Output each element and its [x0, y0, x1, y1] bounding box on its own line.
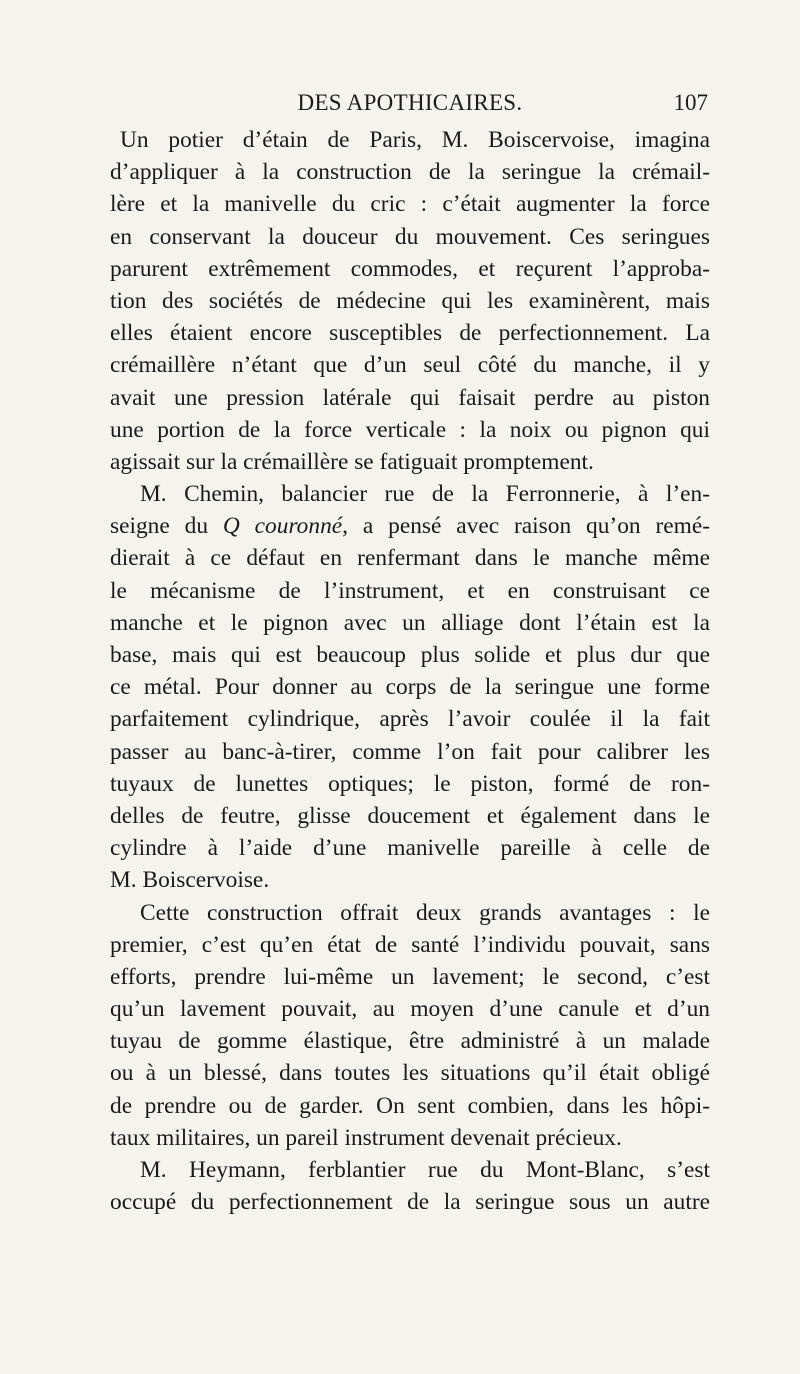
text-line: une portion de la force verticale : la noix ou pignon qui — [110, 416, 710, 443]
text-line: agissait sur la crémaillère se fatiguait promptement. — [110, 448, 594, 475]
text-line: occupé du perfectionnement de la seringue sous un autre — [110, 1189, 710, 1216]
text-line: elles étaient encore susceptibles de perfectionnement. La — [110, 320, 710, 347]
text-line: crémaillère n’étant que d’un seul côté du manche, il y — [110, 352, 710, 379]
text-line: lère et la manivelle du cric : c’était augmenter la force — [110, 191, 710, 218]
text-line: qu’un lavement pouvait, au moyen d’une canule et d’un — [110, 996, 710, 1023]
text-line: Cette construction offrait deux grands avantages : le — [140, 899, 710, 926]
italic-sign-name: Q couronné — [222, 513, 343, 540]
text-line: Un potier d’étain de Paris, M. Boiscervoise, imagina — [120, 127, 710, 153]
text-line: dierait à ce défaut en renfermant dans le manche même — [110, 545, 710, 572]
text-line: d’appliquer à la construction de la seringue la crémail- — [110, 159, 710, 186]
text-line: avait une pression latérale qui faisait perdre au piston — [110, 384, 710, 411]
text-line: ou à un blessé, dans toutes les situations qu’il était obligé — [110, 1060, 710, 1087]
body-text — [110, 124, 710, 1218]
text-line: M. Chemin, balancier rue de la Ferronnerie, à l’en- — [140, 481, 710, 508]
text-line: M. Heymann, ferblantier rue du Mont-Blanc, s’est — [140, 1157, 710, 1183]
text-line: M. Boiscervoise. — [110, 867, 270, 894]
text-line: en conservant la douceur du mouvement. Ces seringues — [110, 223, 710, 250]
text-line: taux militaires, un pareil instrument devenait précieux. — [110, 1124, 622, 1151]
text-line: delles de feutre, glisse doucement et également dans le — [110, 802, 710, 829]
text-line: tuyaux de lunettes optiques; le piston, formé de ron- — [110, 770, 710, 797]
text-line: de prendre ou de garder. On sent combien, dans les hôpi- — [110, 1092, 710, 1119]
page-number: 107 — [673, 90, 708, 115]
text-line: passer au banc-à-tirer, comme l’on fait pour calibrer les — [110, 738, 710, 765]
text-line-with-italic — [110, 510, 710, 542]
text-line: parfaitement cylindrique, après l’avoir coulée il la fait — [110, 706, 710, 733]
text-line: base, mais qui est beaucoup plus solide et plus dur que — [110, 642, 710, 668]
text-line: parurent extrêmement commodes, et reçurent l’approba- — [110, 255, 710, 282]
text-line: tuyau de gomme élastique, être administré à un malade — [110, 1028, 710, 1055]
text-line: ce métal. Pour donner au corps de la seringue une forme — [110, 674, 710, 701]
text-line: le mécanisme de l’instrument, et en construisant ce — [110, 577, 710, 604]
text-line: premier, c’est qu’en état de santé l’individu pouvait, sans — [110, 931, 710, 958]
text-segment: seigne du — [110, 513, 223, 540]
text-line: manche et le pignon avec un alliage dont l’étain est la — [110, 609, 710, 636]
text-line: tion des sociétés de médecine qui les examinèrent, mais — [110, 287, 710, 314]
running-head — [110, 90, 710, 120]
text-segment: , a pensé avec raison qu’on remé- — [342, 513, 711, 540]
text-line: cylindre à l’aide d’une manivelle pareille à celle de — [110, 835, 710, 862]
running-title: DES APOTHICAIRES. — [297, 90, 523, 115]
text-line: efforts, prendre lui-même un lavement; le second, c’est — [110, 963, 710, 990]
